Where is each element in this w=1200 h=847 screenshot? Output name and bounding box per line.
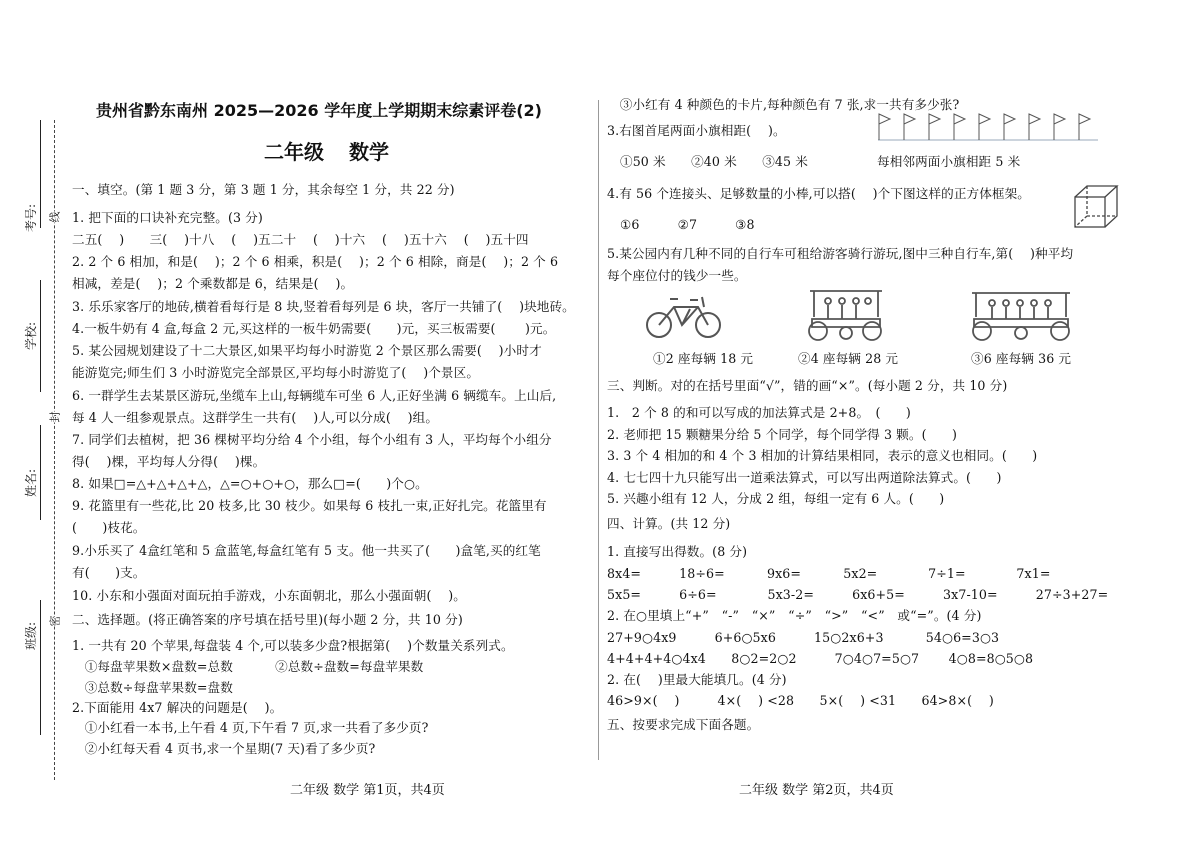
bike-caption-2: ②4 座每辆 28 元 bbox=[798, 351, 899, 366]
bike-4-seat-illustration bbox=[806, 287, 886, 343]
question-line: 5. 某公园规划建设了十二大景区,如果平均每小时游览 2 个景区那么需要( )小时才 bbox=[72, 343, 542, 358]
bike-caption-3: ③6 座每辆 36 元 bbox=[971, 351, 1072, 366]
question-line: 1. 把下面的口诀补充完整。(3 分) bbox=[72, 210, 263, 225]
page-footer-right: 二年级 数学 第2页，共4页 bbox=[739, 783, 894, 798]
question-line: 9.小乐买了 4盒红笔和 5 盒蓝笔,每盒红笔有 5 支。他一共买了( )盒笔,买的红笔 bbox=[72, 543, 541, 558]
calc-row: 4+4+4+4○4x4 8○2=2○2 7○4○7=5○7 4○8=8○5○8 bbox=[607, 651, 1034, 666]
question-line: 9. 花篮里有一些花,比 20 枝多,比 30 枝少。如果每 6 枝扎一束,正好扎完。花篮里有 bbox=[72, 498, 547, 513]
calc-row: 46>9×( ) 4×( ) <28 5×( ) <31 64>8×( ) bbox=[607, 693, 994, 708]
question-line: 二五( ) 三( )十八 ( )五二十 ( )十六 ( )五十六 ( )五十四 bbox=[72, 232, 529, 247]
calc-row: 8x4= 18÷6= 9x6= 5x2= 7÷1= 7x1= bbox=[607, 566, 1051, 581]
exam-number-line bbox=[40, 120, 41, 228]
question-line: ( )枝花。 bbox=[72, 520, 146, 535]
section-heading: 二、选择题。(将正确答案的序号填在括号里)(每小题 2 分，共 10 分) bbox=[72, 612, 463, 627]
class-label: 班级: bbox=[24, 621, 38, 650]
bike-2-seat-illustration bbox=[646, 287, 722, 341]
exam-number-label: 考号: bbox=[24, 203, 38, 232]
option-line: ①每盘苹果数×盘数=总数 ②总数÷盘数=每盘苹果数 bbox=[72, 659, 424, 674]
question-line: 3. 乐乐家客厅的地砖,横着看每行是 8 块,竖着看每列是 6 块，客厅一共铺了( )块地砖。 bbox=[72, 299, 575, 314]
question-line: 3. 3 个 4 相加的和 4 个 3 相加的计算结果相同，表示的意义也相同。( ) bbox=[607, 448, 1038, 463]
section-heading: 三、判断。对的在括号里面“√”，错的画“×”。(每小题 2 分，共 10 分) bbox=[607, 378, 1008, 393]
page-divider bbox=[598, 100, 599, 760]
question-line: 2. 在○里填上“+” “-” “×” “÷” “>” “<” 或“=”。(4 分) bbox=[607, 608, 982, 623]
option-line: ①6 ②7 ③8 bbox=[620, 217, 755, 232]
cube-frame-illustration bbox=[1072, 183, 1120, 229]
class-line bbox=[40, 600, 41, 735]
question-line: 2.下面能用 4x7 解决的问题是( )。 bbox=[72, 700, 283, 715]
question-line: 得( )棵，平均每人分得( )棵。 bbox=[72, 454, 266, 469]
question-line: 8. 如果□=△+△+△+△，△=○+○+○，那么□=( )个○。 bbox=[72, 476, 428, 491]
name-line bbox=[40, 425, 41, 520]
question-line: 5.某公园内有几种不同的自行车可租给游客骑行游玩,图中三种自行车,第( )种平均 bbox=[607, 246, 1074, 261]
option-line: ③总数÷每盘苹果数=盘数 bbox=[72, 680, 233, 695]
flags-illustration bbox=[876, 110, 1101, 144]
exam-subtitle: 二年级 数学 bbox=[264, 140, 389, 164]
calc-row: 5x5= 6÷6= 5x3-2= 6x6+5= 3x7-10= 27÷3+27= bbox=[607, 587, 1109, 602]
question-line: 4.一板牛奶有 4 盒,每盒 2 元,买这样的一板牛奶需要( )元，买三板需要( )元。 bbox=[72, 321, 556, 336]
option-line: ①小红看一本书,上午看 4 页,下午看 7 页,求一共看了多少页? bbox=[72, 720, 429, 735]
question-line: 每个座位付的钱少一些。 bbox=[607, 268, 747, 283]
question-line: 1. 一共有 20 个苹果,每盘装 4 个,可以装多少盘?根据第( )个数量关系列式。 bbox=[72, 638, 514, 653]
bike-caption-1: ①2 座每辆 18 元 bbox=[653, 351, 754, 366]
question-line: 3.右图首尾两面小旗相距( )。 bbox=[607, 123, 786, 138]
binding-margin bbox=[0, 0, 62, 847]
question-line: 相减，差是( )；2 个乘数都是 6，结果是( )。 bbox=[72, 276, 354, 291]
question-line: 能游览完;师生们 3 小时游览完全部景区,平均每小时游览了( )个景区。 bbox=[72, 365, 480, 380]
question-line: 1. 直接写出得数。(8 分) bbox=[607, 544, 748, 559]
question-line: 2. 老师把 15 颗糖果分给 5 个同学，每个同学得 3 颗。( ) bbox=[607, 427, 957, 442]
exam-title: 贵州省黔东南州 2025—2026 学年度上学期期末综素评卷(2) bbox=[96, 101, 542, 120]
question-line: 2. 在( )里最大能填几。(4 分) bbox=[607, 672, 787, 687]
school-line bbox=[40, 280, 41, 392]
option-line: ①50 米 ②40 米 ③45 米 bbox=[620, 154, 808, 169]
section-heading: 五、按要求完成下面各题。 bbox=[607, 717, 760, 732]
question-line: 7. 同学们去植树，把 36 棵树平均分给 4 个小组，每个小组有 3 人，平均每个小组分 bbox=[72, 432, 552, 447]
question-line: 有( )支。 bbox=[72, 565, 146, 580]
question-line: 4.有 56 个连接头、足够数量的小棒,可以搭( )个下图这样的正方体框架。 bbox=[607, 186, 1030, 201]
question-line: 5. 兴趣小组有 12 人，分成 2 组，每组一定有 6 人。( ) bbox=[607, 491, 945, 506]
flag-caption: 每相邻两面小旗相距 5 米 bbox=[877, 154, 1021, 169]
section-heading: 一、填空。(第 1 题 3 分，第 3 题 1 分，其余每空 1 分，共 22 分) bbox=[72, 182, 455, 197]
page-footer-left: 二年级 数学 第1页，共4页 bbox=[290, 783, 445, 798]
cut-char-feng: 封 bbox=[46, 412, 64, 423]
calc-row: 27+9○4x9 6+6○5x6 15○2x6+3 54○6=3○3 bbox=[607, 630, 1000, 645]
cut-char-mi: 密 bbox=[46, 616, 64, 627]
question-line: 10. 小东和小强面对面玩拍手游戏，小东面朝北，那么小强面朝( )。 bbox=[72, 588, 466, 603]
question-line: 2. 2 个 6 相加，和是( )；2 个 6 相乘，积是( )；2 个 6 相除，商是( )；2 个 6 bbox=[72, 254, 559, 269]
section-heading: 四、计算。(共 12 分) bbox=[607, 516, 731, 531]
question-line: 6. 一群学生去某景区游玩,坐缆车上山,每辆缆车可坐 6 人,正好坐满 6 辆缆车。上山后, bbox=[72, 388, 557, 403]
option-line: ③小红有 4 种颜色的卡片,每种颜色有 7 张,求一共有多少张? bbox=[607, 97, 960, 112]
option-line: ②小红每天看 4 页书,求一个星期(7 天)看了多少页? bbox=[72, 741, 376, 756]
cut-char-xian: 线 bbox=[46, 212, 64, 223]
bike-6-seat-illustration bbox=[968, 287, 1074, 343]
question-line: 4. 七七四十九只能写出一道乘法算式，可以写出两道除法算式。( ) bbox=[607, 470, 1002, 485]
question-line: 1. 2 个 8 的和可以写成的加法算式是 2+8。 ( ) bbox=[607, 405, 911, 420]
name-label: 姓名: bbox=[24, 468, 38, 497]
school-label: 学校: bbox=[24, 321, 38, 350]
question-line: 每 4 人一组参观景点。这群学生一共有( )人,可以分成( )组。 bbox=[72, 410, 439, 425]
